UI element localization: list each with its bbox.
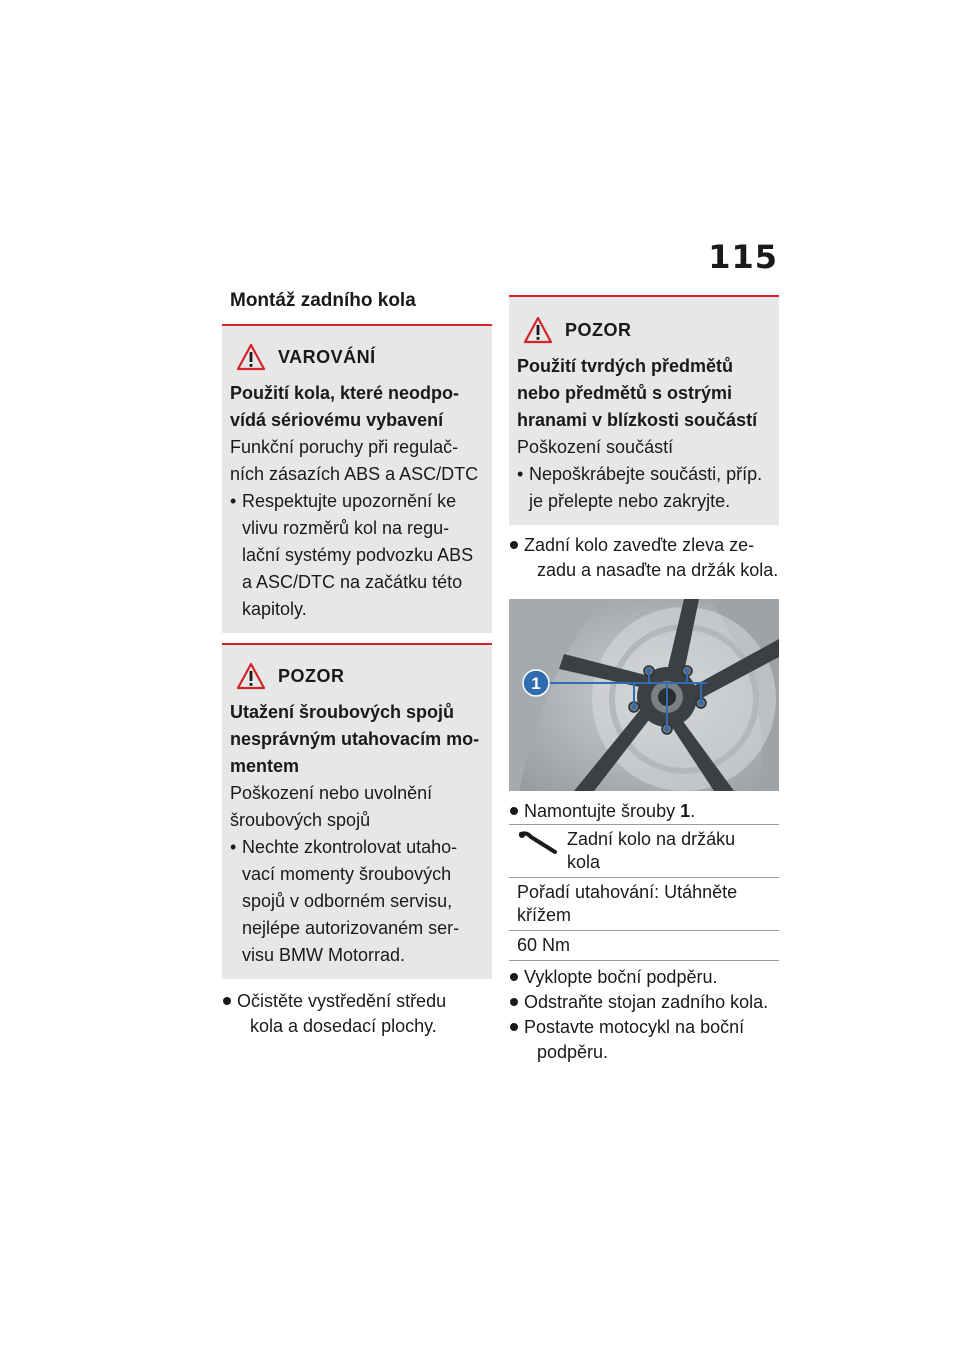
caution-instruction-line: vací momenty šroubových	[242, 864, 452, 884]
caution-instruction-line: visu BMW Motorrad.	[242, 945, 406, 965]
caution-subject-line: Utažení šroubových spojů	[230, 702, 455, 722]
warning-subject	[230, 380, 484, 434]
warning-triangle-icon	[523, 316, 553, 344]
left-column	[222, 290, 492, 1039]
step-insert-wheel	[509, 533, 779, 583]
warning-triangle-icon	[236, 343, 266, 371]
bullet-dot	[223, 997, 231, 1005]
caution-subject-line: nesprávným utahovacím mo-	[230, 729, 480, 749]
warning-instruction	[230, 488, 484, 623]
caution-instruction-line: • Nechte zkontrolovat utaho-	[242, 837, 458, 857]
final-steps	[509, 965, 779, 1065]
step-line: Očistěte vystředění středu	[237, 991, 447, 1011]
wheel-hub-illustration	[509, 599, 779, 791]
caution-consequence-line: šroubových spojů	[230, 810, 371, 830]
caution-subject	[517, 353, 771, 434]
warning-instruction-line: lační systémy podvozku ABS	[242, 545, 474, 565]
bullet-dot	[510, 807, 518, 815]
step-place-on-sidestand	[509, 1015, 779, 1065]
warning-consequence-line: ních zásazích ABS a ASC/DTC	[230, 464, 479, 484]
caution-header	[230, 661, 484, 691]
warning-subject-line: Použití kola, které neodpo-	[230, 383, 460, 403]
right-column	[509, 295, 779, 1065]
step-mount-bolts	[509, 799, 779, 824]
caution-instruction	[517, 461, 771, 515]
spec-context-cell	[509, 825, 779, 878]
caution-label: POZOR	[278, 665, 345, 686]
warning-triangle-icon	[236, 662, 266, 690]
warning-subject-line: vídá sériovému vybavení	[230, 410, 444, 430]
bullet-dot	[510, 973, 518, 981]
spec-torque-cell: 60 Nm	[509, 931, 779, 961]
caution-consequence	[230, 780, 484, 834]
bullet-dot	[510, 541, 518, 549]
step-clean-centering	[222, 989, 492, 1039]
step-line: kola a dosedací plochy.	[250, 1016, 437, 1036]
step-line: Zadní kolo zaveďte zleva ze-	[524, 535, 755, 555]
spec-context-line: kola	[567, 852, 601, 872]
spec-row-torque	[509, 931, 779, 961]
step-suffix: .	[690, 801, 696, 821]
step-line: podpěru.	[537, 1042, 609, 1062]
torque-spec-table	[509, 824, 779, 961]
spec-row-context	[509, 825, 779, 878]
caution-subject-line: hranami v blízkosti součástí	[517, 410, 758, 430]
section-title: Montáž zadního kola	[230, 290, 416, 311]
warning-box	[222, 324, 492, 633]
warning-instruction-line: a ASC/DTC na začátku této	[242, 572, 463, 592]
warning-instruction-line: kapitoly.	[242, 599, 307, 619]
caution-label: POZOR	[565, 319, 632, 340]
caution-consequence-line: Poškození nebo uvolnění	[230, 783, 433, 803]
step-text: Namontujte šrouby	[524, 801, 681, 821]
step-line: Vyklopte boční podpěru.	[524, 967, 718, 987]
callout-label: 1	[531, 674, 541, 693]
wheel-hub-photo	[509, 599, 779, 791]
spec-order-line: křížem	[517, 905, 571, 925]
spec-context-line: Zadní kolo na držáku	[567, 829, 736, 849]
caution-header	[517, 315, 771, 345]
step-fold-sidestand	[509, 965, 779, 990]
spec-order-line: Pořadí utahování: Utáhněte	[517, 882, 738, 902]
warning-consequence	[230, 434, 484, 488]
caution-box	[222, 643, 492, 979]
caution-consequence: Poškození součástí	[517, 437, 674, 457]
caution-instruction-line: spojů v odborném servisu,	[242, 891, 453, 911]
caution-instruction-line: • Nepoškrábejte součásti, příp.	[529, 464, 763, 484]
caution-instruction-line: je přelepte nebo zakryjte.	[529, 491, 731, 511]
caution-instruction	[230, 834, 484, 969]
page-number: 115	[708, 238, 778, 276]
caution-instruction-line: nejlépe autorizovaném ser-	[242, 918, 460, 938]
step-remove-stand	[509, 990, 779, 1015]
caution-box-right	[509, 295, 779, 525]
bullet-dot	[510, 998, 518, 1006]
caution-subject	[230, 699, 484, 780]
step-line: zadu a nasaďte na držák kola.	[537, 560, 779, 580]
caution-subject-line: Použití tvrdých předmětů	[517, 356, 734, 376]
bullet-dot	[510, 1023, 518, 1031]
spec-order-cell	[509, 878, 779, 931]
step-line: Odstraňte stojan zadního kola.	[524, 992, 769, 1012]
warning-label: VAROVÁNÍ	[278, 346, 376, 367]
warning-instruction-line: • Respektujte upozornění ke	[242, 491, 457, 511]
warning-header	[230, 342, 484, 372]
caution-subject-line: nebo předmětů s ostrými	[517, 383, 733, 403]
warning-instruction-line: vlivu rozměrů kol na regu-	[242, 518, 450, 538]
torque-wrench-icon	[517, 828, 561, 858]
spec-row-order	[509, 878, 779, 931]
step-line: Postavte motocykl na boční	[524, 1017, 745, 1037]
caution-subject-line: mentem	[230, 756, 300, 776]
callout-reference: 1	[680, 801, 691, 821]
warning-consequence-line: Funkční poruchy při regulač-	[230, 437, 459, 457]
